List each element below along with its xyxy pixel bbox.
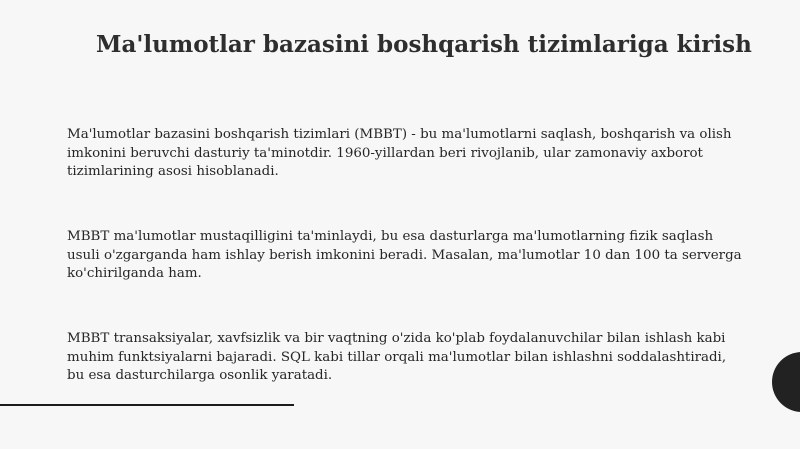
paragraph-functions: MBBT transaksiyalar, xavfsizlik va bir vaqtning o'zida ko'plab foydalanuvchilar bilan ishlash kabi muhim funktsiyalarni bajaradi. SQL kabi tillar orqali ma'lumotlar bilan ishlashni soddalashtiradi, bu esa dasturchilarga osonlik yaratadi. [67, 331, 727, 383]
decorative-divider [0, 404, 294, 406]
slide-title: Ma'lumotlar bazasini boshqarish tizimlariga kirish [96, 31, 752, 58]
decorative-circle [772, 352, 800, 412]
paragraph-intro: Ma'lumotlar bazasini boshqarish tizimlari (MBBT) - bu ma'lumotlarni saqlash, boshqarish va olish imkonini beruvchi dasturiy ta'minotdir. 1960-yillardan beri rivojlanib, ular zamonaviy axborot tizimlarining asosi hisoblanadi. [67, 127, 732, 179]
paragraph-independence: MBBT ma'lumotlar mustaqilligini ta'minlaydi, bu esa dasturlarga ma'lumotlarning fizik saqlash usuli o'zgarganda ham ishlay berish imkonini beradi. Masalan, ma'lumotlar 10 dan 100 ta serverga ko'chirilganda ham. [67, 229, 742, 281]
